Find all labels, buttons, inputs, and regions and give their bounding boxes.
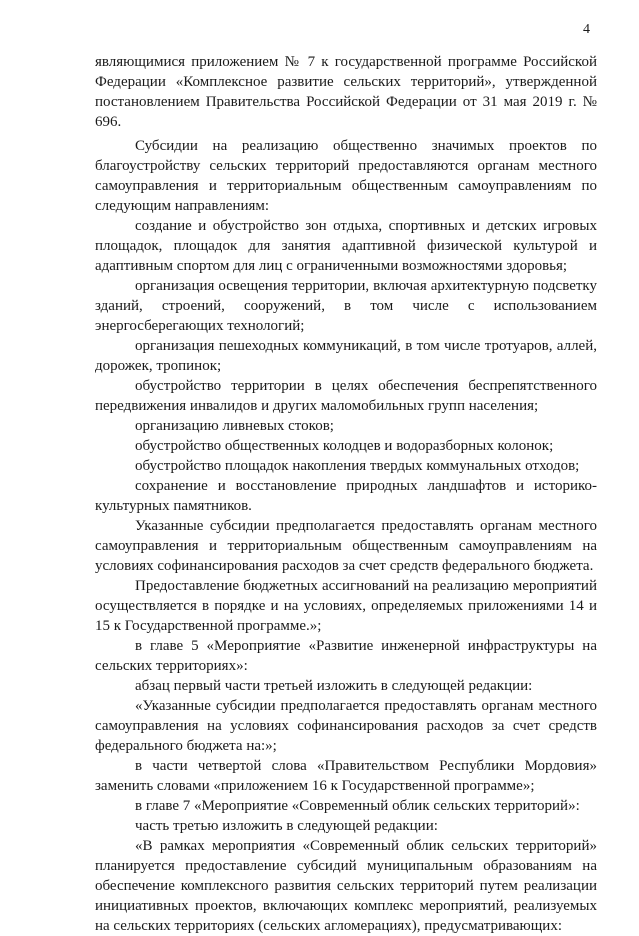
paragraph: являющимися приложением № 7 к государственной программе Российской Федерации «Комплексное развитие сельских территорий», утвержденной постановлением Правительства Российской Федерации от 31 мая 2019 г. № 696. (95, 54, 597, 130)
paragraph: в главе 7 «Мероприятие «Современный облик сельских территорий»: (135, 798, 580, 814)
paragraph: сохранение и восстановление природных ландшафтов и историко-культурных памятников. (95, 478, 597, 514)
document-body (95, 52, 597, 936)
paragraph: Указанные субсидии предполагается предоставлять органам местного самоуправления и территориальным общественным самоуправлениям на условиях софинансирования расходов за счет средств федерального бюджета. (95, 518, 597, 574)
paragraph: «Указанные субсидии предполагается предоставлять органам местного самоуправления на условиях софинансирования расходов за счет средств федерального бюджета на:»; (95, 698, 597, 754)
paragraph: организация пешеходных коммуникаций, в том числе тротуаров, аллей, дорожек, тропинок; (95, 338, 597, 374)
paragraph: в части четвертой слова «Правительством Республики Мордовия» заменить словами «приложением 16 к Государственной программе»; (95, 758, 597, 794)
paragraph: «В рамках мероприятия «Современный облик сельских территорий» планируется предоставление субсидий муниципальным образованиям на обеспечение комплексного развития сельских территорий путем реализации инициативных проектов, включающих комплекс мероприятий, реализуемых на сельских территориях (сельских агломерациях), предусматривающих: (95, 838, 597, 934)
paragraph: Субсидии на реализацию общественно значимых проектов по благоустройству сельских территорий предоставляются органам местного самоуправления и территориальным общественным самоуправлениям по следующим направлениям: (95, 138, 597, 214)
paragraph: обустройство площадок накопления твердых коммунальных отходов; (135, 458, 580, 474)
paragraph: организация освещения территории, включая архитектурную подсветку зданий, строений, сооружений, в том числе с использованием энергосберегающих технологий; (95, 278, 597, 334)
paragraph: обустройство общественных колодцев и водоразборных колонок; (135, 438, 554, 454)
paragraph: абзац первый части третьей изложить в следующей редакции: (135, 678, 533, 694)
paragraph: часть третью изложить в следующей редакции: (135, 818, 438, 834)
paragraph: создание и обустройство зон отдыха, спортивных и детских игровых площадок, площадок для занятия адаптивной физической культурой и адаптивным спортом для лиц с ограниченными возможностями здоровья; (95, 218, 597, 274)
page-number: 4 (583, 22, 590, 37)
paragraph: в главе 5 «Мероприятие «Развитие инженерной инфраструктуры на сельских территориях»: (95, 638, 597, 674)
paragraph: организацию ливневых стоков; (135, 418, 334, 434)
paragraph: Предоставление бюджетных ассигнований на реализацию мероприятий осуществляется в порядке и на условиях, определяемых приложениями 14 и 15 к Государственной программе.»; (95, 578, 597, 634)
paragraph: обустройство территории в целях обеспечения беспрепятственного передвижения инвалидов и других маломобильных групп населения; (95, 378, 597, 414)
